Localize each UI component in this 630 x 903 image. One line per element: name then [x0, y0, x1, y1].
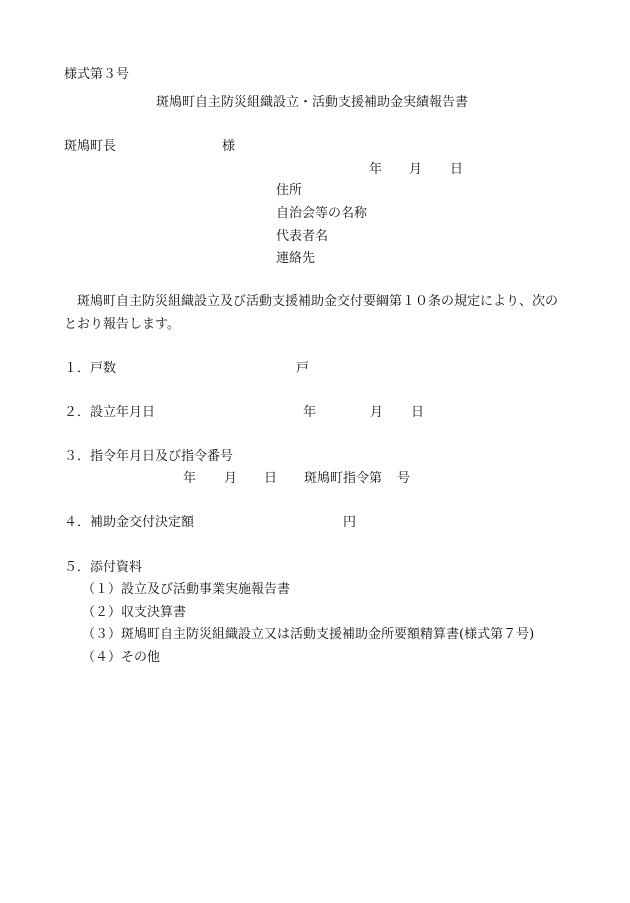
item-established-year: 年	[303, 405, 317, 420]
addressee-honorific: 様	[222, 139, 236, 154]
item-established-label: ２．設立年月日	[64, 405, 156, 420]
body-text-line-2: とおり報告します。	[64, 317, 180, 332]
address-label: 住所	[276, 183, 303, 198]
item-grant-amount-label: ４．補助金交付決定額	[64, 515, 195, 530]
item-households-unit: 戸	[296, 361, 310, 376]
item-directive-year: 年	[183, 471, 197, 486]
organization-label: 自治会等の名称	[276, 206, 368, 221]
item-directive-label: ３．指令年月日及び指令番号	[64, 449, 234, 464]
date-month: 月	[409, 162, 423, 177]
item-directive-number-prefix: 斑鳩町指令第	[304, 471, 383, 486]
date-year: 年	[369, 162, 383, 177]
addressee-name: 斑鳩町長	[64, 139, 117, 154]
attachment-item: （２）収支決算書	[82, 605, 187, 620]
form-number: 様式第３号	[64, 67, 130, 82]
representative-label: 代表者名	[276, 229, 329, 244]
attachment-item: （３）斑鳩町自主防災組織設立又は活動支援補助金所要額精算書(様式第７号)	[82, 627, 535, 642]
item-attachments-label: ５．添付資料	[64, 560, 143, 575]
body-text-line-1: 斑鳩町自主防災組織設立及び活動支援補助金交付要綱第１０条の規定により、次の	[77, 294, 559, 309]
item-established-day: 日	[411, 405, 425, 420]
attachment-item: （１）設立及び活動事業実施報告書	[82, 582, 291, 597]
item-directive-month: 月	[224, 471, 238, 486]
item-directive-number-suffix: 号	[397, 471, 411, 486]
date-day: 日	[450, 162, 464, 177]
item-households-label: １．戸数	[64, 361, 117, 376]
document-title: 斑鳩町自主防災組織設立・活動支援補助金実績報告書	[156, 95, 469, 110]
contact-label: 連絡先	[276, 251, 316, 266]
attachment-item: （４）その他	[82, 650, 161, 665]
item-grant-amount-unit: 円	[343, 515, 357, 530]
item-established-month: 月	[370, 405, 384, 420]
item-directive-day: 日	[264, 471, 278, 486]
